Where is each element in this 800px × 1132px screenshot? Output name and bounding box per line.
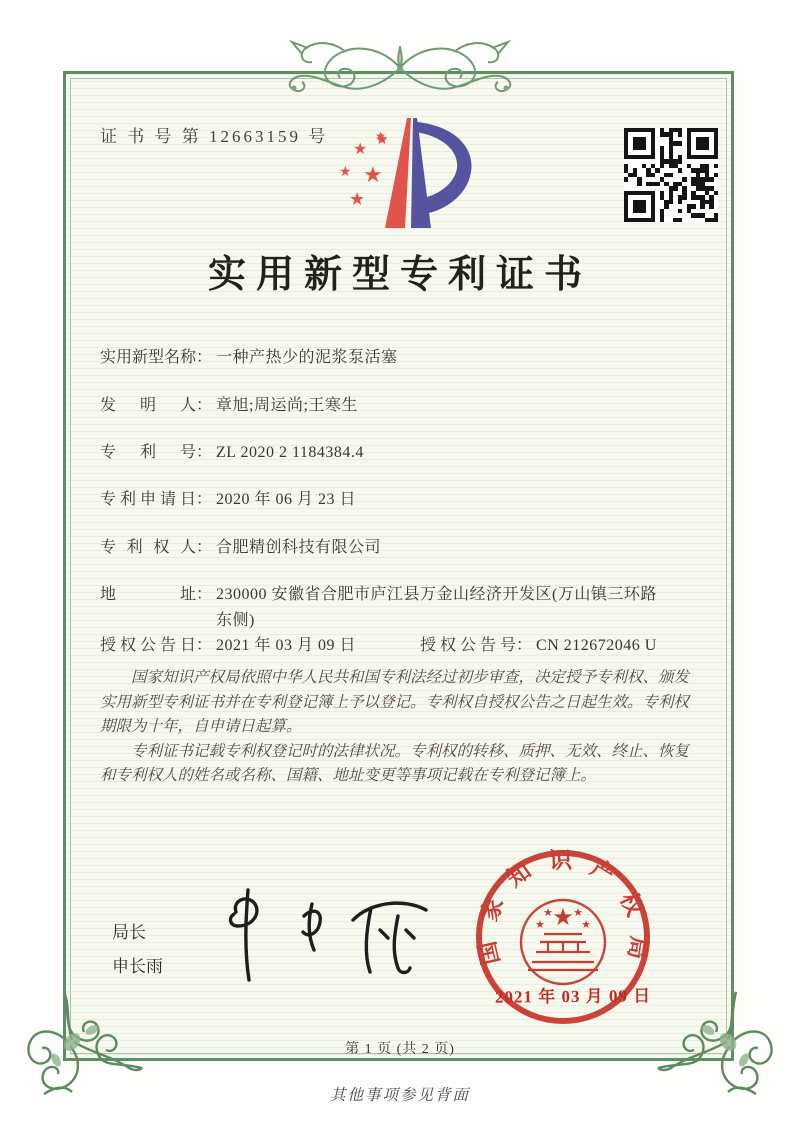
legal-text-block — [100, 666, 702, 789]
field-filing-date — [100, 487, 662, 513]
national-emblem-icon — [521, 900, 605, 984]
svg-text:★: ★ — [543, 907, 553, 919]
field-grant-date — [100, 633, 420, 659]
qr-code — [624, 128, 718, 222]
field-separator: ： — [196, 586, 213, 603]
field-label: 实用新型名称 — [100, 349, 197, 366]
field-label: 专利申请日 — [100, 491, 196, 508]
svg-text:★: ★ — [375, 129, 386, 143]
field-label: 专利权人 — [100, 539, 196, 556]
field-label: 专利号 — [100, 444, 196, 461]
field-value: 一种产热少的泥浆泵活塞 — [216, 349, 398, 366]
field-label: 发明人 — [100, 397, 196, 414]
field-label: 授权公告日 — [100, 637, 196, 654]
director-title: 局长 — [112, 923, 146, 942]
legal-paragraph: 国家知识产权局依照中华人民共和国专利法经过初步审查，决定授予专利权、颁发实用新型专利证书并在专利登记簿上予以登记。专利权自授权公告之日起生效。专利权期限为十年，自申请日起算。 — [100, 669, 690, 735]
svg-text:★: ★ — [535, 919, 545, 931]
field-label: 授权公告号 — [420, 637, 516, 654]
seal-date: 2021 年 03 月 09 日 — [494, 986, 652, 1007]
field-value: 2020 年 06 月 23 日 — [216, 491, 357, 508]
svg-text:★: ★ — [581, 919, 591, 931]
director-name: 申长雨 — [112, 957, 163, 976]
field-value: 章旭;周运尚;王寒生 — [216, 397, 358, 414]
field-separator: ： — [196, 397, 213, 414]
field-separator: ： — [516, 637, 533, 654]
svg-text:★: ★ — [353, 141, 368, 158]
field-separator: ： — [196, 349, 213, 366]
page-indicator: 第 1 页 (共 2 页) — [345, 1042, 455, 1057]
svg-text:★: ★ — [573, 907, 583, 919]
field-grant-number — [420, 633, 657, 659]
field-address — [100, 582, 662, 634]
field-value: ZL 2020 2 1184384.4 — [216, 444, 364, 461]
director-signature — [208, 882, 443, 987]
svg-text:★: ★ — [349, 189, 366, 209]
field-utility-model-name — [100, 345, 662, 371]
svg-text:★: ★ — [552, 905, 574, 931]
field-separator: ： — [196, 444, 213, 461]
back-note: 其他事项参见背面 — [329, 1087, 470, 1104]
field-separator: ： — [196, 637, 213, 654]
field-value: CN 212672046 U — [536, 637, 657, 654]
field-separator: ： — [196, 491, 213, 508]
seal-ring-text: 国家知识产权局 — [474, 847, 652, 967]
svg-text:★: ★ — [339, 165, 352, 180]
field-value: 230000 安徽省合肥市庐江县万金山经济开发区(万山镇三环路东侧) — [216, 586, 657, 629]
cnipa-logo — [333, 110, 485, 238]
field-value: 合肥精创科技有限公司 — [216, 539, 382, 556]
field-value: 2021 年 03 月 09 日 — [216, 637, 357, 654]
svg-text:★: ★ — [363, 162, 383, 187]
certificate-number: 证 书 号 第 12663159 号 — [100, 127, 329, 146]
field-label: 地址 — [100, 586, 196, 603]
field-separator: ： — [196, 539, 213, 556]
field-grant-row — [100, 633, 662, 659]
certificate-title: 实用新型专利证书 — [207, 254, 592, 296]
field-patentee — [100, 535, 662, 561]
field-inventor — [100, 393, 662, 419]
legal-paragraph: 专利证书记载专利权登记时的法律状况。专利权的转移、质押、无效、终止、恢复和专利权人的姓名或名称、国籍、地址变更等事项记载在专利登记簿上。 — [100, 742, 690, 784]
field-patent-number — [100, 440, 662, 466]
